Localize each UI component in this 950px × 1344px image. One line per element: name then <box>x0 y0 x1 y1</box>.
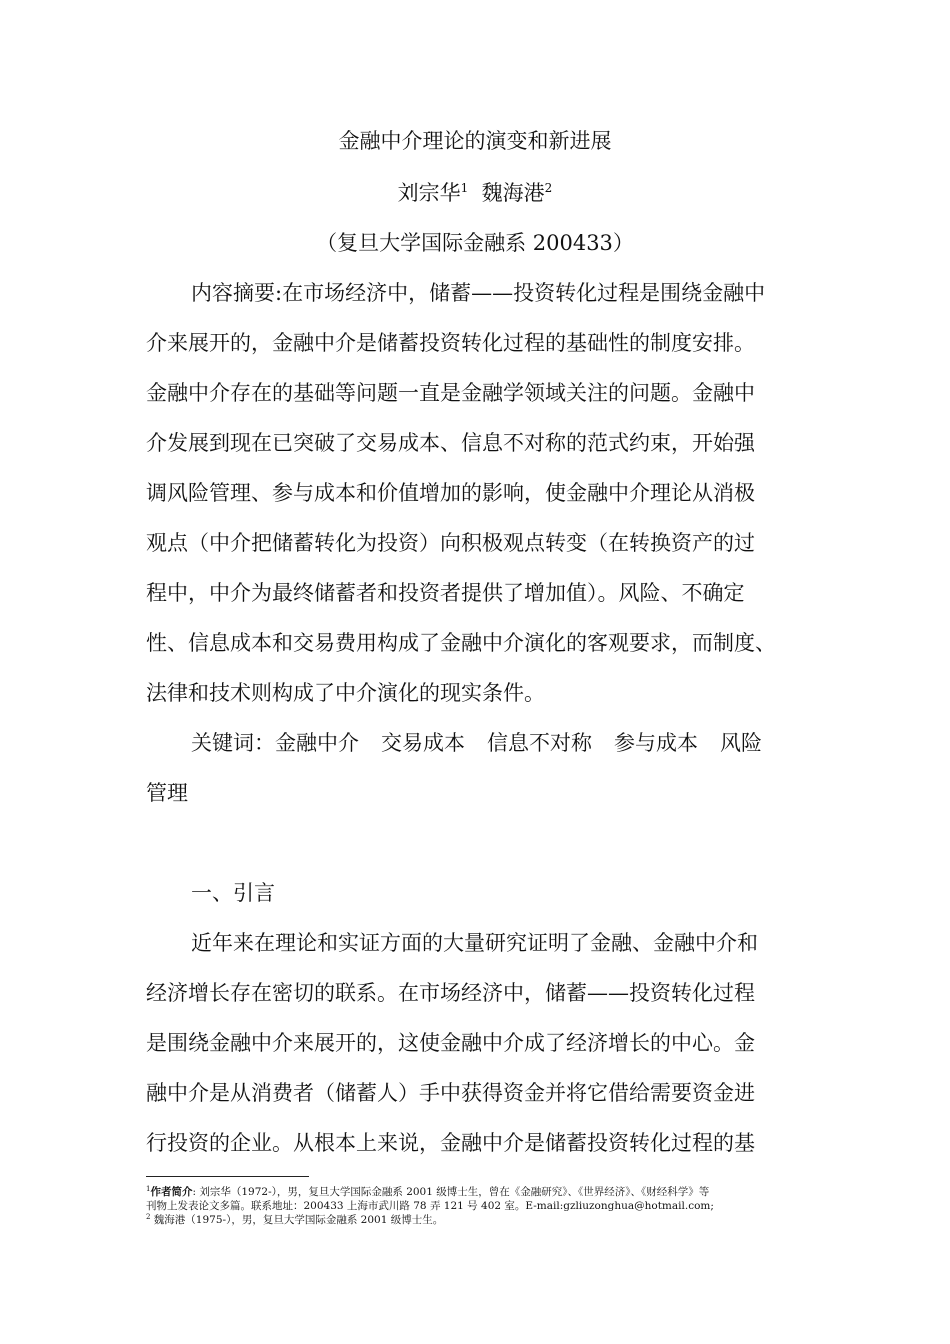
footnote-2 <box>146 1213 826 1227</box>
keywords-continuation: 管理 <box>146 781 188 805</box>
keyword: 信息不对称 <box>487 731 592 755</box>
abstract-line: 性、信息成本和交易费用构成了金融中介演化的客观要求，而制度、 <box>146 631 776 655</box>
keyword: 风险 <box>720 731 762 755</box>
footnote-separator <box>146 1176 309 1177</box>
abstract-line: 介来展开的，金融中介是储蓄投资转化过程的基础性的制度安排。 <box>146 331 755 355</box>
body-line: 是围绕金融中介来展开的，这使金融中介成了经济增长的中心。金 <box>146 1031 755 1055</box>
footnote-1-label: 作者简介 <box>150 1186 193 1198</box>
author-2: 魏海港 <box>481 181 545 205</box>
body-line: 近年来在理论和实证方面的大量研究证明了金融、金融中介和 <box>191 931 758 955</box>
abstract-line: 程中，中介为最终储蓄者和投资者提供了增加值）。风险、不确定 <box>146 581 745 605</box>
footnote-1-line-2: 刊物上发表论文多篇。联系地址：200433 上海市武川路 78 弄 121 号 402 室。E-mail:gzliuzonghua@hotmail.com; <box>146 1200 714 1212</box>
author-2-footnote-mark: 2 <box>544 181 553 195</box>
keywords-line <box>191 729 871 757</box>
footnote-2-mark: 2 <box>146 1213 151 1221</box>
author-1: 刘宗华 <box>397 181 461 205</box>
paper-title: 金融中介理论的演变和新进展 <box>338 129 612 153</box>
abstract-line: 介发展到现在已突破了交易成本、信息不对称的范式约束，开始强 <box>146 431 755 455</box>
abstract-line: 观点（中介把储蓄转化为投资）向积极观点转变（在转换资产的过 <box>146 531 755 555</box>
keyword: 参与成本 <box>614 731 698 755</box>
footnote-1-mark: 1 <box>146 1185 151 1193</box>
abstract-line: 法律和技术则构成了中介演化的现实条件。 <box>146 681 545 705</box>
keyword: 交易成本 <box>381 731 465 755</box>
body-line: 融中介是从消费者（储蓄人）手中获得资金并将它借给需要资金进 <box>146 1081 755 1105</box>
body-line: 经济增长存在密切的联系。在市场经济中，储蓄——投资转化过程 <box>146 981 755 1005</box>
author-1-footnote-mark: 1 <box>460 181 469 195</box>
body-line: 行投资的企业。从根本上来说，金融中介是储蓄投资转化过程的基 <box>146 1131 755 1155</box>
abstract-line: 内容摘要:在市场经济中，储蓄——投资转化过程是围绕金融中 <box>191 281 766 305</box>
keyword: 金融中介 <box>275 731 359 755</box>
keywords-label: 关键词： <box>191 731 275 755</box>
footnote-1-line-1 <box>146 1185 826 1199</box>
abstract-line: 金融中介存在的基础等问题一直是金融学领域关注的问题。金融中 <box>146 381 755 405</box>
footnote-2-text: 魏海港（1975-），男，复旦大学国际金融系 2001 级博士生。 <box>150 1214 444 1226</box>
abstract-line: 调风险管理、参与成本和价值增加的影响，使金融中介理论从消极 <box>146 481 755 505</box>
footnote-1-text: : 刘宗华（1972-），男，复旦大学国际金融系 2001 级博士生，曾在《金融研究》、《世界经济》、《财经科学》等 <box>192 1186 710 1198</box>
section-heading: 一、引言 <box>191 881 275 905</box>
author-line <box>0 179 950 207</box>
affiliation: （复旦大学国际金融系 200433） <box>316 231 634 255</box>
